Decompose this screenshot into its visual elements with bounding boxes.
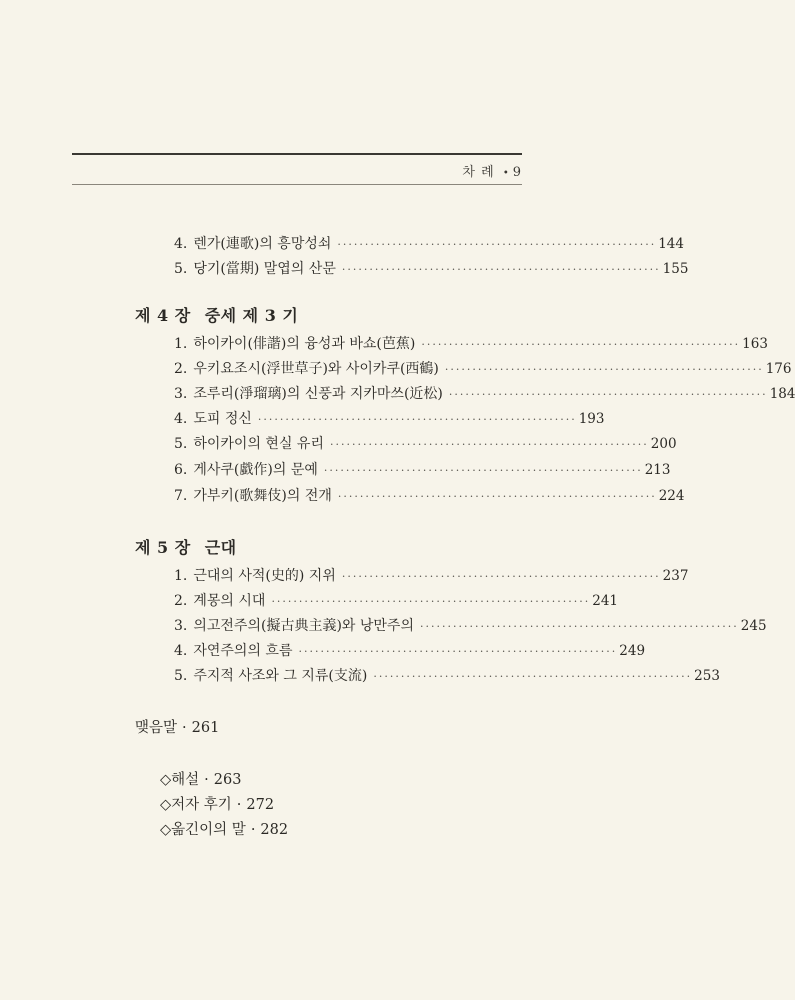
toc-entry-page: 245	[740, 618, 767, 634]
appendix-title: 저자 후기	[171, 797, 232, 813]
dot-leader: ··························································	[341, 570, 661, 583]
toc-entry-title: 조루리(淨瑠璃)의 신풍과 지카마쓰(近松)	[193, 386, 443, 402]
appendix-page: 263	[213, 772, 242, 788]
toc-entry-number: 1.	[174, 336, 188, 352]
dot-leader: ··························································	[341, 263, 661, 276]
appendix-page: 272	[246, 797, 275, 813]
toc-entry-page: 144	[658, 236, 684, 252]
conclusion-title: 맺음말	[135, 720, 178, 736]
toc-entry-number: 5.	[174, 436, 188, 452]
toc-entry	[174, 564, 689, 588]
toc-entry-title: 렌가(連歌)의 흥망성쇠	[193, 236, 332, 252]
diamond-icon: ◇	[160, 772, 172, 788]
dot-leader: ··························································	[419, 620, 739, 633]
toc-entry-title: 계몽의 시대	[193, 593, 266, 609]
toc-entry-page: 213	[644, 462, 671, 478]
toc-entry-number: 1.	[174, 568, 188, 584]
chapter-label: 제 4 장	[135, 306, 191, 325]
toc-entry-title: 의고전주의(擬古典主義)와 낭만주의	[193, 618, 414, 634]
toc-entry-page: 224	[658, 488, 685, 504]
toc-entry	[174, 664, 720, 688]
toc-entry	[174, 458, 671, 482]
toc-entry-number: 2.	[174, 361, 188, 377]
toc-entry	[174, 614, 767, 638]
appendix-page: 282	[260, 822, 289, 838]
toc-entry-number: 4.	[174, 236, 188, 252]
dot-leader: ··························································	[257, 413, 577, 426]
dot-leader: ··························································	[448, 388, 768, 401]
appendix-title: 해설	[171, 772, 200, 788]
conclusion-entry	[135, 716, 219, 740]
dot-leader: ··························································	[421, 338, 741, 351]
diamond-icon: ◇	[160, 797, 172, 813]
toc-entry	[174, 382, 795, 406]
running-head-title: 차 례	[462, 165, 495, 180]
toc-entry-title: 가부키(歌舞伎)의 전개	[193, 488, 332, 504]
toc-entry	[174, 484, 685, 508]
toc-entry-page: 163	[742, 336, 768, 352]
header-rule-bottom	[72, 184, 522, 185]
toc-entry	[174, 639, 646, 663]
toc-entry	[174, 257, 689, 281]
toc-entry	[174, 232, 684, 256]
appendix-separator: ·	[204, 772, 209, 788]
toc-entry	[174, 357, 792, 381]
toc-entry-number: 3.	[174, 386, 188, 402]
chapter-heading	[135, 536, 237, 560]
dot-leader: ··························································	[373, 670, 693, 683]
toc-entry-page: 237	[662, 568, 689, 584]
toc-entry-page: 253	[694, 668, 720, 684]
toc-entry-page: 200	[650, 436, 677, 452]
toc-entry	[174, 407, 605, 431]
appendix-separator: ·	[250, 822, 256, 838]
toc-entry-title: 근대의 사적(史的) 지위	[193, 568, 336, 584]
dot-leader: ··························································	[337, 490, 657, 503]
toc-entry-number: 2.	[174, 593, 188, 609]
toc-entry	[174, 332, 768, 356]
toc-entry-number: 4.	[174, 411, 188, 427]
appendix-entry	[160, 818, 288, 842]
running-head-bullet: •	[502, 168, 510, 179]
dot-leader: ··························································	[323, 464, 643, 477]
toc-entry-page: 249	[619, 643, 646, 659]
appendix-separator: ·	[236, 797, 242, 813]
toc-entry-title: 당기(當期) 말엽의 산문	[193, 261, 336, 277]
diamond-icon: ◇	[160, 822, 172, 838]
toc-entry-number: 3.	[174, 618, 188, 634]
toc-entry-number: 6.	[174, 462, 188, 478]
chapter-label: 제 5 장	[135, 538, 191, 557]
toc-entry-title: 하이카이(俳諧)의 융성과 바쇼(芭蕉)	[193, 336, 416, 352]
toc-entry-page: 241	[592, 593, 619, 609]
toc-entry-page: 155	[662, 261, 689, 277]
conclusion-separator: ·	[182, 720, 187, 736]
appendix-entry	[160, 768, 241, 792]
dot-leader: ··························································	[444, 363, 764, 376]
chapter-heading	[135, 304, 298, 328]
toc-entry-title: 자연주의의 흐름	[193, 643, 293, 659]
appendix-title: 옮긴이의 말	[171, 822, 246, 838]
toc-entry-page: 176	[765, 361, 792, 377]
running-head	[462, 161, 522, 180]
toc-entry-title: 우키요조시(浮世草子)와 사이카쿠(西鶴)	[193, 361, 439, 377]
toc-entry-page: 193	[578, 411, 605, 427]
dot-leader: ··························································	[298, 645, 618, 658]
header-rule-top	[72, 153, 522, 155]
toc-entry-title: 도피 정신	[193, 411, 252, 427]
toc-entry-number: 7.	[174, 488, 188, 504]
toc-entry-title: 주지적 사조와 그 지류(支流)	[193, 668, 368, 684]
toc-entry-title: 게사쿠(戱作)의 문예	[193, 462, 318, 478]
toc-entry-number: 5.	[174, 261, 188, 277]
toc-entry-page: 184	[769, 386, 795, 402]
toc-entry	[174, 432, 677, 456]
toc-entry-number: 4.	[174, 643, 188, 659]
toc-entry	[174, 589, 619, 613]
toc-entry-title: 하이카이의 현실 유리	[193, 436, 324, 452]
dot-leader: ··························································	[329, 438, 649, 451]
conclusion-page: 261	[191, 720, 220, 736]
appendix-entry	[160, 793, 274, 817]
dot-leader: ··························································	[337, 238, 657, 251]
page-number: 9	[512, 165, 522, 180]
chapter-title: 중세 제 3 기	[204, 306, 299, 325]
dot-leader: ··························································	[271, 595, 591, 608]
chapter-title: 근대	[204, 538, 237, 557]
toc-entry-number: 5.	[174, 668, 188, 684]
